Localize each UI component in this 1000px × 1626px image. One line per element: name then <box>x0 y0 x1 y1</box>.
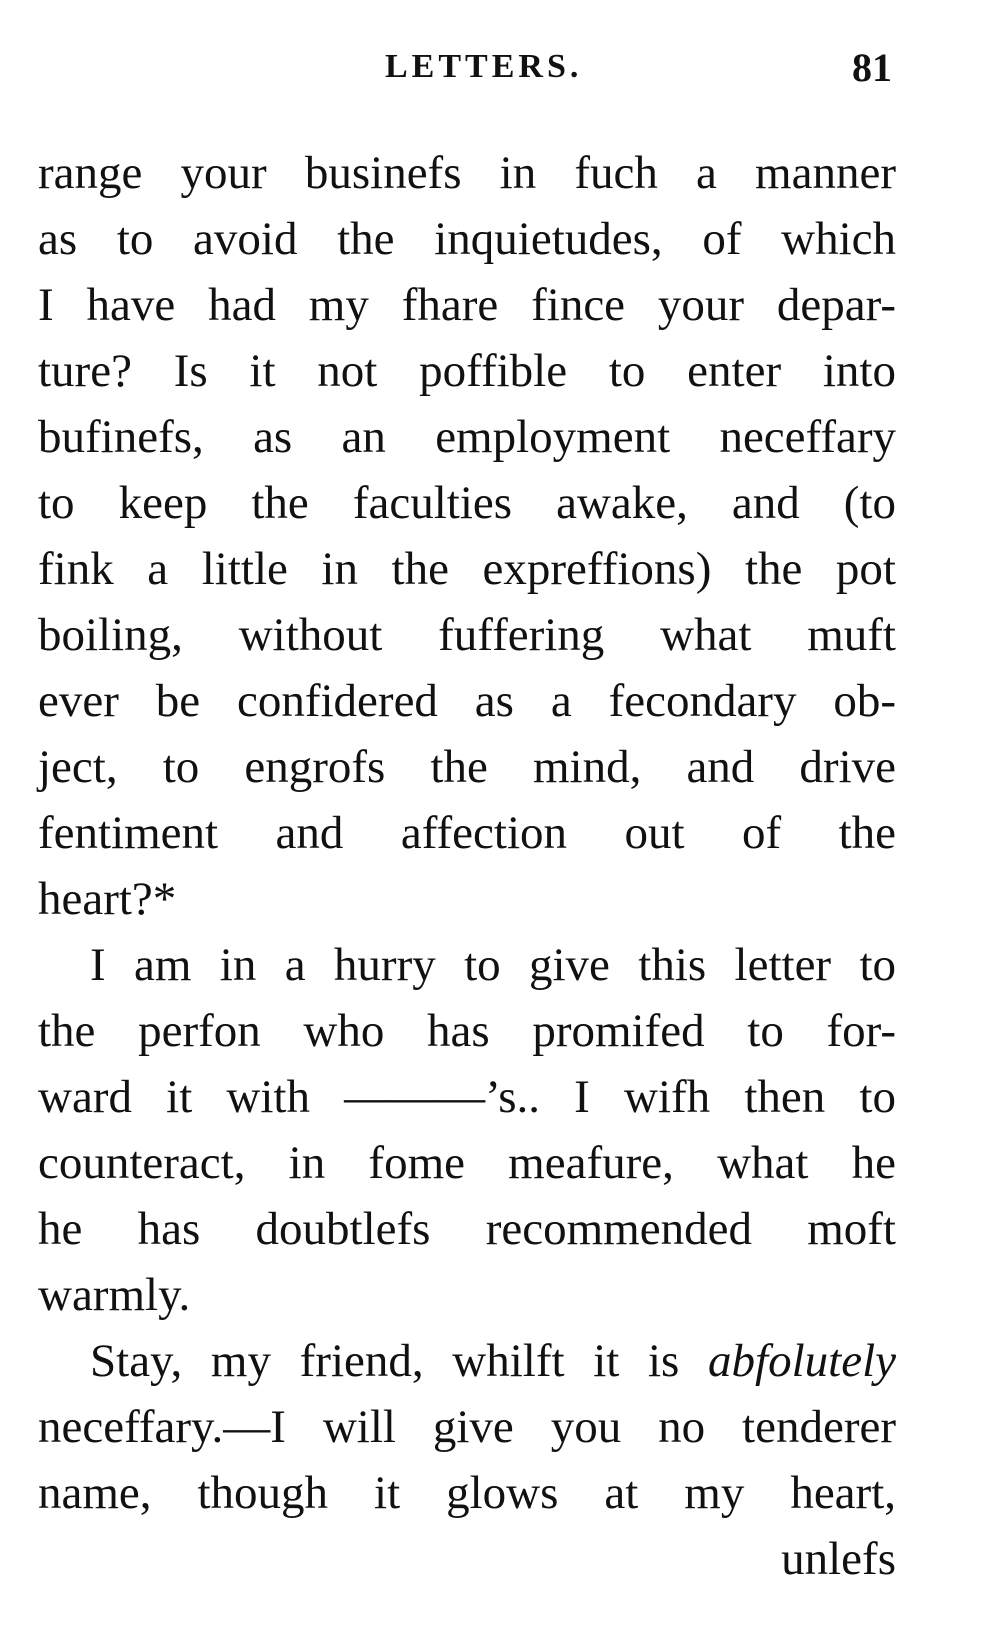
text-line: counteract, in fome meafure, what he <box>38 1137 896 1189</box>
catchword: unlefs <box>781 1533 896 1585</box>
text-line: ever be confidered as a fecondary ob- <box>38 675 896 727</box>
text-line: ward it with ———’s.. I wifh then to <box>38 1071 896 1123</box>
text-line: the perfon who has promifed to for- <box>38 1005 896 1057</box>
text-line: heart?* <box>38 873 177 925</box>
text-line: range your businefs in fuch a manner <box>38 147 896 199</box>
running-head-title: LETTERS. <box>385 48 583 85</box>
text-line: ject, to engrofs the mind, and drive <box>38 741 896 793</box>
text-line: warmly. <box>38 1269 191 1321</box>
running-head <box>0 44 1000 94</box>
text-line: I have had my fhare fince your depar- <box>38 279 896 331</box>
text-line: name, though it glows at my heart, <box>38 1467 896 1519</box>
text-line <box>38 1328 896 1394</box>
text-line: bufinefs, as an employment neceffary <box>38 411 896 463</box>
text-line: fink a little in the expreffions) the pot <box>38 543 896 595</box>
text-line: I am in a hurry to give this letter to <box>90 939 896 991</box>
page-number: 81 <box>852 45 892 90</box>
text-line: to keep the faculties awake, and (to <box>38 477 896 529</box>
text-line: neceffary.—I will give you no tenderer <box>38 1401 896 1453</box>
text-line: ture? Is it not poffible to enter into <box>38 345 896 397</box>
text-line: boiling, without fuffering what muft <box>38 609 896 661</box>
italic-word: abfolutely <box>708 1335 896 1387</box>
body-text <box>38 140 896 1592</box>
text-line: he has doubtlefs recommended moft <box>38 1203 896 1255</box>
text-line: as to avoid the inquietudes, of which <box>38 213 896 265</box>
text-run: Stay, my friend, whilft it is <box>90 1335 709 1387</box>
text-line: fentiment and affection out of the <box>38 807 896 859</box>
